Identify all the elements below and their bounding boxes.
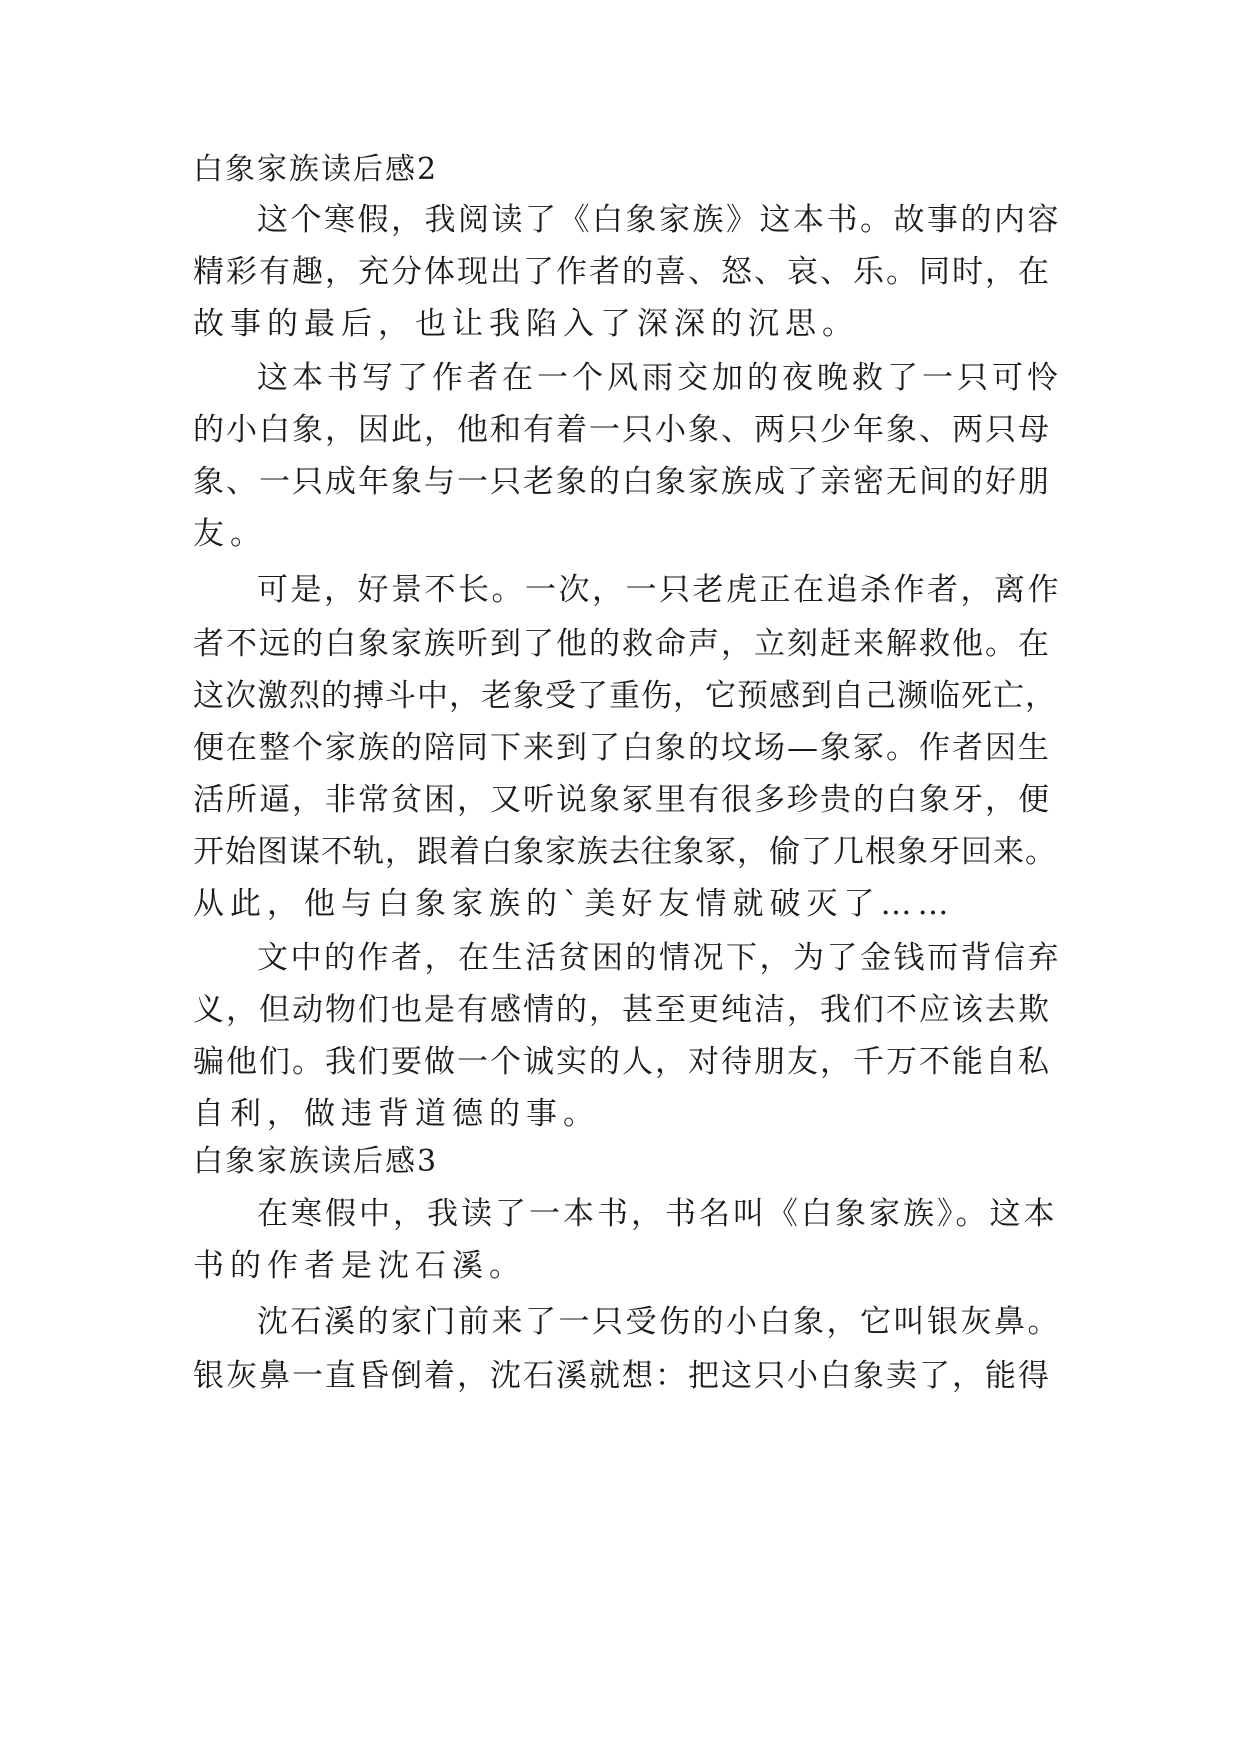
paragraph-line: 精彩有趣，充分体现出了作者的喜、怒、哀、乐。同时，在 [193, 254, 1051, 290]
paragraph-line: 这个寒假，我阅读了《白象家族》这本书。故事的内容 [257, 202, 1061, 238]
section-heading: 白象家族读后感3 [193, 1144, 439, 1179]
paragraph-line: 便在整个家族的陪同下来到了白象的坟场—象冢。作者因生 [193, 730, 1051, 766]
paragraph-line: 这本书写了作者在一个风雨交加的夜晚救了一只可怜 [257, 360, 1062, 396]
paragraph-line: 自利，做违背道德的事。 [193, 1096, 600, 1132]
paragraph-line: 文中的作者，在生活贫困的情况下，为了金钱而背信弃 [257, 940, 1061, 976]
paragraph-line: 沈石溪的家门前来了一只受伤的小白象，它叫银灰鼻。 [257, 1304, 1061, 1340]
paragraph-line: 故事的最后，也让我陷入了深深的沉思。 [193, 306, 859, 342]
paragraph-line: 友。 [193, 516, 267, 552]
paragraph-line: 这次激烈的搏斗中，老象受了重伤，它预感到自己濒临死亡， [193, 678, 1057, 714]
paragraph-line: 活所逼，非常贫困，又听说象冢里有很多珍贵的白象牙，便 [193, 782, 1051, 818]
paragraph-line: 从此，他与白象家族的`美好友情就破灭了…… [193, 886, 955, 922]
paragraph-line: 在寒假中，我读了一本书，书名叫《白象家族》。这本 [257, 1196, 1058, 1232]
paragraph-line: 开始图谋不轨，跟着白象家族去往象冢，偷了几根象牙回来。 [193, 834, 1057, 870]
section-heading: 白象家族读后感2 [193, 152, 439, 187]
paragraph-line: 的小白象，因此，他和有着一只小象、两只少年象、两只母 [193, 412, 1051, 448]
paragraph-line: 义，但动物们也是有感情的，甚至更纯洁，我们不应该去欺 [193, 992, 1051, 1028]
paragraph-line: 银灰鼻一直昏倒着，沈石溪就想：把这只小白象卖了，能得 [193, 1358, 1051, 1394]
paragraph-line: 书的作者是沈石溪。 [193, 1248, 526, 1284]
paragraph-line: 可是，好景不长。一次，一只老虎正在追杀作者，离作 [257, 572, 1061, 608]
paragraph-line: 骗他们。我们要做一个诚实的人，对待朋友，千万不能自私 [193, 1044, 1051, 1080]
paragraph-line: 象、一只成年象与一只老象的白象家族成了亲密无间的好朋 [193, 464, 1051, 500]
paragraph-line: 者不远的白象家族听到了他的救命声，立刻赶来解救他。在 [193, 626, 1051, 662]
